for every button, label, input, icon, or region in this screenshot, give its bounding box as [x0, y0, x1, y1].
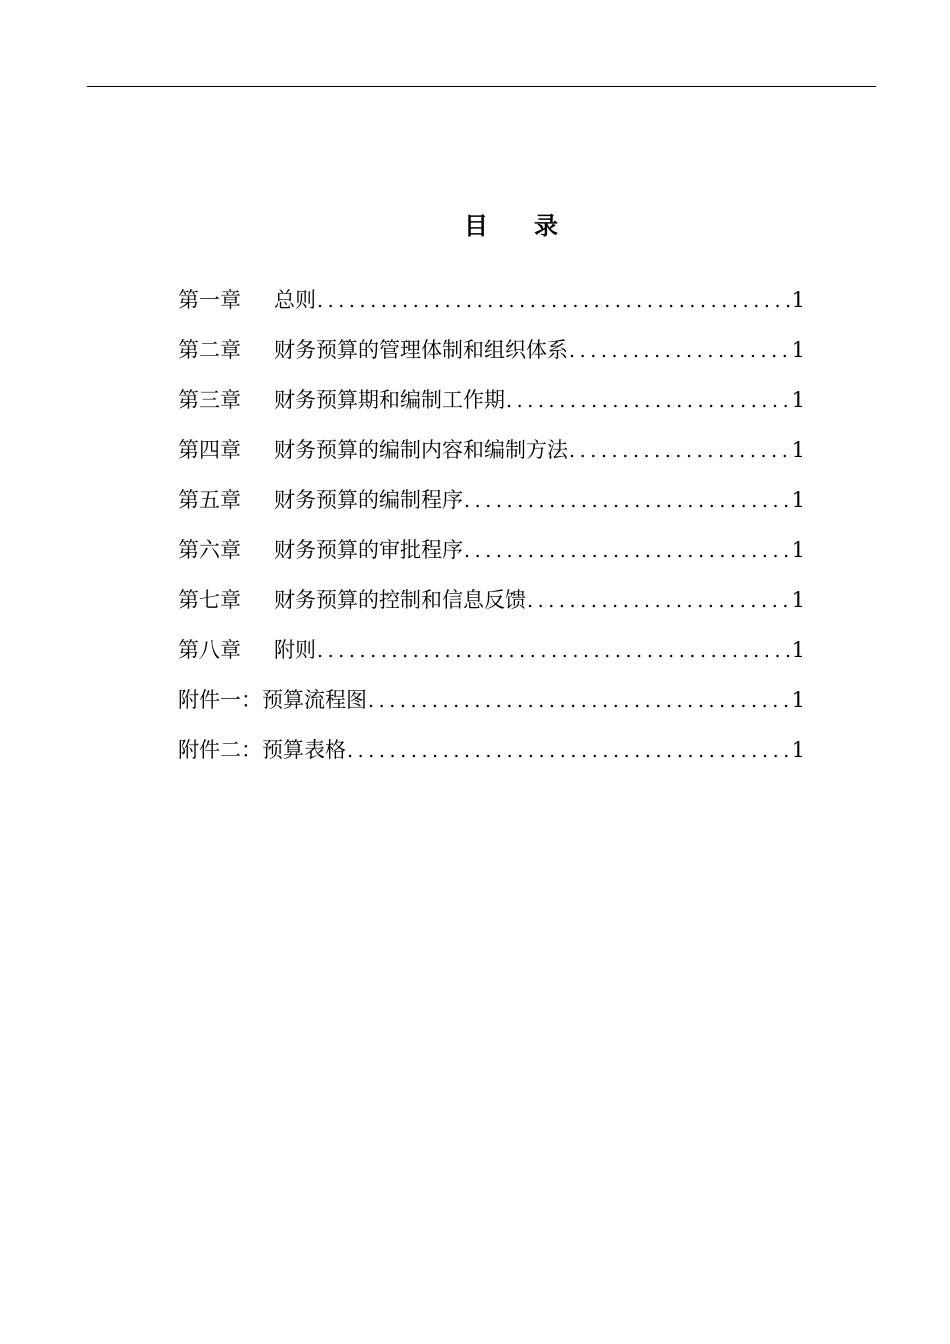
toc-entry-page: 1 [791, 338, 805, 362]
toc-title-char-2: 录 [534, 211, 558, 240]
toc-dot-leader [346, 733, 790, 769]
toc-dot-leader [568, 333, 790, 369]
toc-entry-prefix: 第四章 [178, 438, 241, 462]
toc-entry-title: 财务预算期和编制工作期 [274, 388, 505, 412]
toc-entry-prefix: 附件一： [178, 688, 262, 712]
toc-dot-leader [568, 433, 790, 469]
toc-entry-title: 财务预算的审批程序 [274, 538, 463, 562]
toc-entry-appendix-1[interactable] [178, 682, 805, 732]
toc-dot-leader [505, 383, 790, 419]
toc-entry-page: 1 [791, 388, 805, 412]
toc-entry-page: 1 [791, 438, 805, 462]
toc-entry-title: 财务预算的编制内容和编制方法 [274, 438, 568, 462]
toc-entry-page: 1 [791, 688, 805, 712]
toc-entry-page: 1 [791, 738, 805, 762]
table-of-contents [178, 282, 805, 782]
header-rule [87, 86, 876, 87]
toc-entry-title: 附则 [274, 638, 316, 662]
toc-entry-prefix: 第八章 [178, 638, 241, 662]
toc-entry-page: 1 [791, 288, 805, 312]
toc-entry-prefix: 第三章 [178, 388, 241, 412]
toc-entry-prefix: 第二章 [178, 338, 241, 362]
toc-entry-prefix: 附件二： [178, 738, 262, 762]
toc-entry-title: 财务预算的控制和信息反馈 [274, 588, 526, 612]
toc-entry-chapter-6[interactable] [178, 532, 805, 582]
toc-dot-leader [463, 483, 790, 519]
toc-entry-title: 财务预算的编制程序 [274, 488, 463, 512]
toc-entry-page: 1 [791, 638, 805, 662]
toc-entry-prefix: 第一章 [178, 288, 241, 312]
toc-entry-title: 财务预算的管理体制和组织体系 [274, 338, 568, 362]
toc-dot-leader [316, 633, 790, 669]
toc-entry-page: 1 [791, 538, 805, 562]
toc-entry-chapter-3[interactable] [178, 382, 805, 432]
toc-title-char-1: 目 [464, 211, 488, 240]
toc-entry-chapter-5[interactable] [178, 482, 805, 532]
toc-dot-leader [463, 533, 790, 569]
toc-dot-leader [526, 583, 790, 619]
toc-entry-title: 预算表格 [262, 738, 346, 762]
toc-entry-chapter-2[interactable] [178, 332, 805, 382]
toc-entry-page: 1 [791, 488, 805, 512]
toc-entry-title: 总则 [274, 288, 316, 312]
toc-entry-chapter-1[interactable] [178, 282, 805, 332]
toc-entry-chapter-4[interactable] [178, 432, 805, 482]
toc-entry-appendix-2[interactable] [178, 732, 805, 782]
toc-entry-prefix: 第七章 [178, 588, 241, 612]
toc-entry-title: 预算流程图 [262, 688, 367, 712]
toc-entry-chapter-7[interactable] [178, 582, 805, 632]
toc-dot-leader [316, 283, 790, 319]
toc-entry-chapter-8[interactable] [178, 632, 805, 682]
toc-dot-leader [367, 683, 790, 719]
toc-entry-prefix: 第五章 [178, 488, 241, 512]
toc-entry-prefix: 第六章 [178, 538, 241, 562]
toc-entry-page: 1 [791, 588, 805, 612]
toc-title [0, 206, 950, 241]
